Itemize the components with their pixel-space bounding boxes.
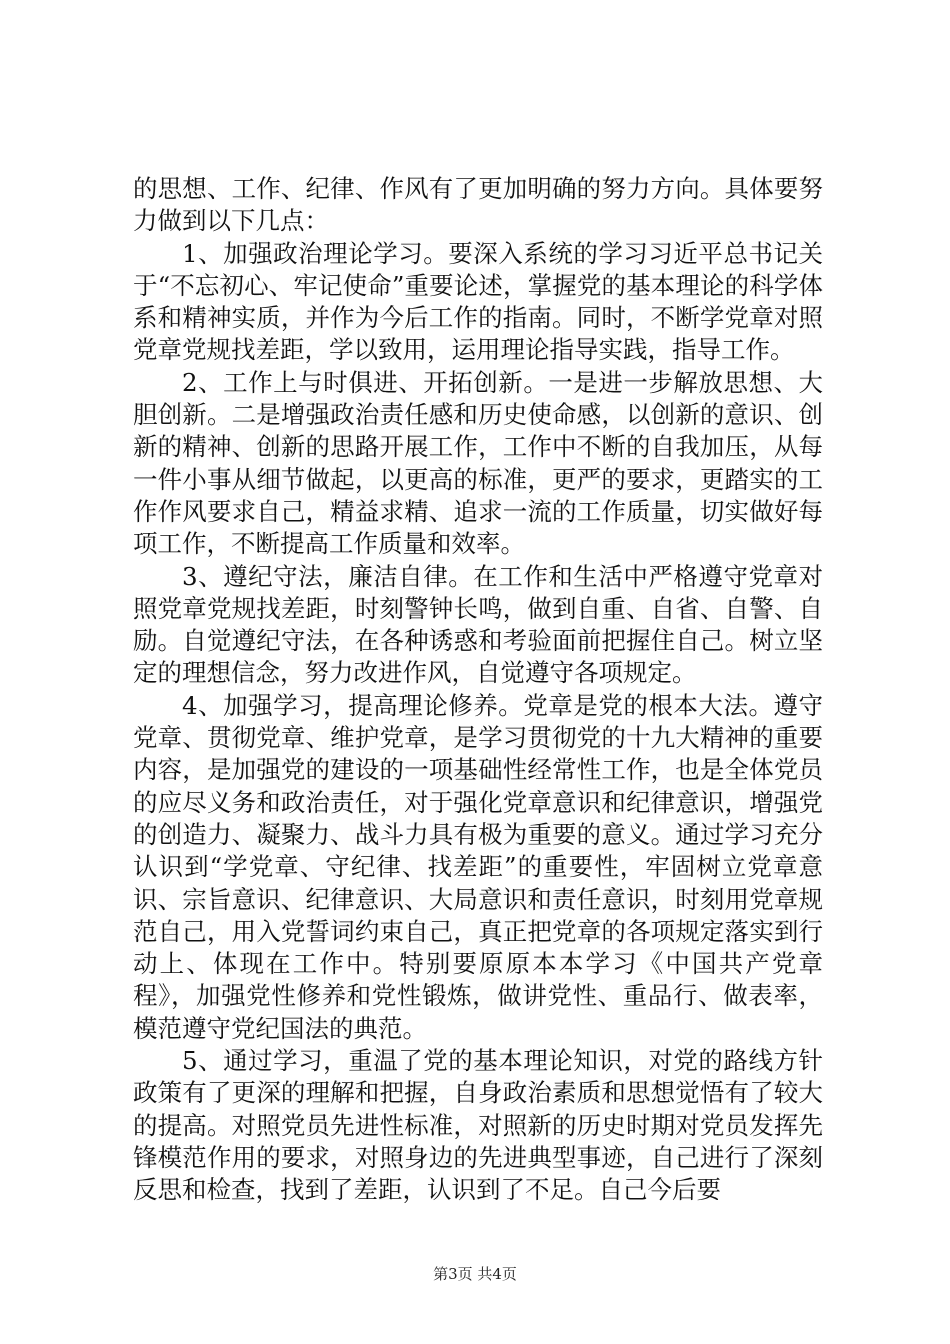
paragraph-item-4: 4、加强学习，提高理论修养。党章是党的根本大法。遵守党章、贯彻党章、维护党章，是学习贯彻党的十九大精神的重要内容，是加强党的建设的一项基础性经常性工作，也是全体党员的应尽义务和政治责任，对于强化党章意识和纪律意识，增强党的创造力、凝聚力、战斗力具有极为重要的意义。通过学习充分认识到“学党章、守纪律、找差距”的重要性，牢固树立党章意识、宗旨意识、纪律意识、大局意识和责任意识，时刻用党章规范自己，用入党誓词约束自己，真正把党章的各项规定落实到行动上、体现在工作中。特别要原原本本学习《中国共产党章程》，加强党性修养和党性锻炼，做讲党性、重品行、做表率，模范遵守党纪国法的典范。 [133, 690, 823, 1043]
paragraph-continuation: 的思想、工作、纪律、作风有了更加明确的努力方向。具体要努力做到以下几点： [133, 174, 823, 236]
paragraph-item-3: 3、遵纪守法，廉洁自律。在工作和生活中严格遵守党章对照党章党规找差距，时刻警钟长鸣，做到自重、自省、自警、自励。自觉遵纪守法，在各种诱惑和考验面前把握住自己。树立坚定的理想信念，努力改进作风，自觉遵守各项规定。 [133, 561, 823, 688]
paragraph-item-5: 5、通过学习，重温了党的基本理论知识，对党的路线方针政策有了更深的理解和把握，自身政治素质和思想觉悟有了较大的提高。对照党员先进性标准，对照新的历史时期对党员发挥先锋模范作用的要求，对照身边的先进典型事迹，自己进行了深刻反思和检查，找到了差距，认识到了不足。自己今后要 [133, 1046, 823, 1205]
page-number-footer: 第3页 共4页 [433, 1265, 517, 1283]
document-body [133, 173, 823, 1207]
paragraph-item-1: 1、加强政治理论学习。要深入系统的学习习近平总书记关于“不忘初心、牢记使命”重要论述，掌握党的基本理论的科学体系和精神实质，并作为今后工作的指南。同时，不断学党章对照党章党规找差距，学以致用，运用理论指导实践，指导工作。 [133, 238, 823, 365]
paragraph-item-2: 2、工作上与时俱进、开拓创新。一是进一步解放思想、大胆创新。二是增强政治责任感和历史使命感，以创新的意识、创新的精神、创新的思路开展工作，工作中不断的自我加压，从每一件小事从细节做起，以更高的标准，更严的要求，更踏实的工作作风要求自己，精益求精、追求一流的工作质量，切实做好每项工作，不断提高工作质量和效率。 [133, 367, 823, 559]
